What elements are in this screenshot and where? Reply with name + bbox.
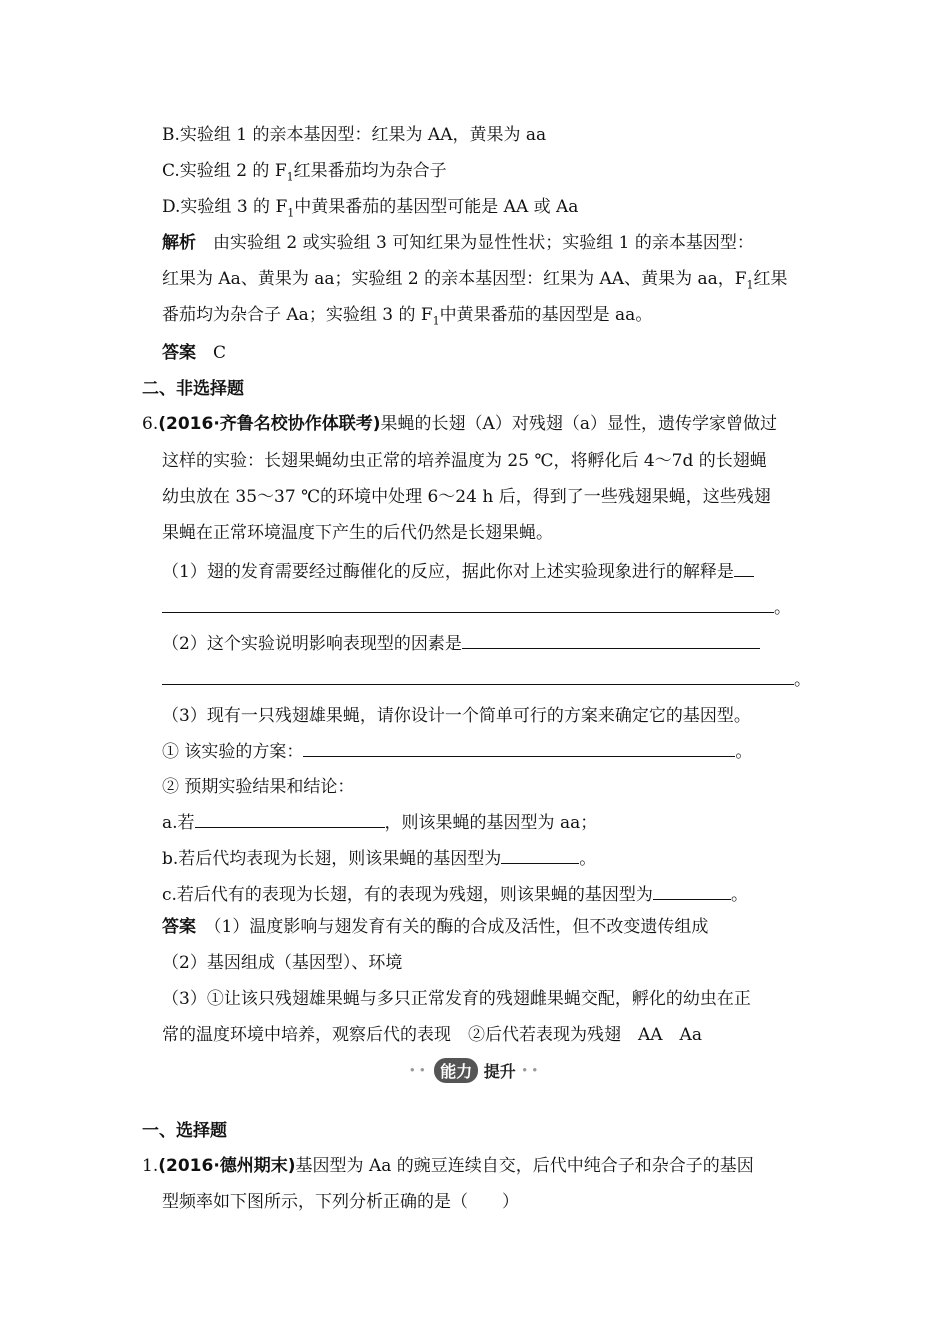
q5-answer — [162, 340, 226, 366]
q6-part-3: （3）现有一只残翅雄果蝇，请你设计一个简单可行的方案来确定它的基因型。 — [162, 706, 751, 726]
option-d-text-tail: 中黄果番茄的基因型可能是 AA 或 Aa — [294, 197, 579, 217]
part-2-text: （2）这个实验说明影响表现型的因素是 — [162, 634, 462, 654]
banner-pill: 能力 — [434, 1058, 478, 1083]
q6-answer-line-1 — [162, 914, 708, 940]
analysis-text-tail: 红果 — [753, 269, 788, 289]
banner-dots-right: •• — [521, 1063, 542, 1078]
answer-blank[interactable] — [303, 738, 735, 757]
q6-stem-line-3: 幼虫放在 35～37 ℃的环境中处理 6～24 h 后，得到了一些残翅果蝇，这些残翅 — [162, 487, 771, 507]
q6-part-3-expect: ② 预期实验结果和结论： — [162, 777, 355, 797]
analysis-text-tail: 中黄果番茄的基因型是 aa。 — [439, 305, 653, 325]
analysis-line-2 — [162, 266, 788, 298]
part-1-text: （1）翅的发育需要经过酶催化的反应，据此你对上述实验现象进行的解释是 — [162, 562, 734, 582]
option-d — [162, 194, 578, 226]
answer-blank[interactable] — [462, 630, 760, 649]
ability-banner — [0, 1058, 950, 1086]
analysis-label: 解析 — [162, 233, 196, 253]
banner-dots-left: •• — [408, 1063, 429, 1078]
analysis-line-3 — [162, 302, 652, 334]
q6-answer-line-3: （3）①让该只残翅雄果蝇与多只正常发育的残翅雌果蝇交配，孵化的幼虫在正 — [162, 989, 751, 1009]
q6-part-2-line — [162, 666, 811, 693]
q6-answer-line-2: （2）基因组成（基因型）、环境 — [162, 953, 403, 973]
analysis-text: 红果为 Aa、黄果为 aa；实验组 2 的亲本基因型：红果为 AA、黄果为 aa，F — [162, 269, 747, 289]
question-stem: 果蝇的长翅（A）对残翅（a）显性，遗传学家曾做过 — [380, 414, 777, 434]
section-heading-choice: 一、选择题 — [142, 1121, 227, 1141]
case-a-text-tail: ，则该果蝇的基因型为 aa； — [384, 813, 598, 833]
answer-blank[interactable] — [195, 809, 385, 828]
analysis-line-1 — [162, 230, 754, 256]
answer-blank[interactable] — [162, 594, 774, 613]
option-c — [162, 158, 447, 190]
period: 。 — [579, 849, 597, 869]
question-number: 6. — [142, 414, 159, 434]
case-a-text: a.若 — [162, 813, 195, 833]
q1-stem-line-1 — [142, 1153, 754, 1179]
answer-blank[interactable] — [501, 845, 579, 864]
answer-blank[interactable] — [653, 881, 731, 900]
subscript: 1 — [432, 314, 440, 328]
option-d-text: D.实验组 3 的 F — [162, 197, 288, 217]
q6-part-3-a — [162, 809, 597, 836]
answer-part-1: （1）温度影响与翅发育有关的酶的合成及活性，但不改变遗传组成 — [213, 917, 709, 937]
period: 。 — [774, 598, 791, 618]
q6-stem-line-2: 这样的实验：长翅果蝇幼虫正常的培养温度为 25 ℃，将孵化后 4～7d 的长翅蝇 — [162, 451, 767, 471]
case-b-text: b.若后代均表现为长翅，则该果蝇的基因型为 — [162, 849, 502, 869]
q6-part-1 — [162, 558, 754, 585]
banner-text: 提升 — [483, 1062, 516, 1081]
question-source: (2016·齐鲁名校协作体联考) — [158, 414, 381, 434]
answer-label: 答案 — [162, 343, 196, 363]
subscript: 1 — [746, 278, 754, 292]
answer-label: 答案 — [162, 917, 196, 937]
period: 。 — [794, 670, 811, 690]
q6-stem-line-1 — [142, 411, 777, 437]
answer-value: C — [213, 343, 227, 363]
answer-blank[interactable] — [734, 558, 754, 577]
analysis-text: 由实验组 2 或实验组 3 可知红果为显性性状；实验组 1 的亲本基因型： — [213, 233, 754, 253]
answer-blank[interactable] — [162, 666, 794, 685]
case-c-text: c.若后代有的表现为长翅，有的表现为残翅，则该果蝇的基因型为 — [162, 885, 653, 905]
question-stem: 基因型为 Aa 的豌豆连续自交，后代中纯合子和杂合子的基因 — [295, 1156, 754, 1176]
q1-stem-line-2: 型频率如下图所示，下列分析正确的是（ ） — [162, 1192, 519, 1212]
question-number: 1. — [142, 1156, 159, 1176]
q6-part-3-plan — [162, 738, 752, 765]
subscript: 1 — [287, 206, 295, 220]
q6-stem-line-4: 果蝇在正常环境温度下产生的后代仍然是长翅果蝇。 — [162, 523, 553, 543]
option-b: B.实验组 1 的亲本基因型：红果为 AA，黄果为 aa — [162, 125, 547, 145]
section-heading-nonchoice: 二、非选择题 — [142, 379, 244, 399]
subscript: 1 — [286, 170, 294, 184]
q6-part-2 — [162, 630, 760, 657]
option-c-text-tail: 红果番茄均为杂合子 — [293, 161, 447, 181]
option-c-text: C.实验组 2 的 F — [162, 161, 287, 181]
q6-answer-line-4: 常的温度环境中培养，观察后代的表现 ②后代若表现为残翅 AA Aa — [162, 1025, 702, 1045]
period: 。 — [735, 742, 753, 762]
q6-part-3-c — [162, 881, 748, 908]
q6-part-1-line — [162, 594, 791, 621]
plan-label: ① 该实验的方案： — [162, 742, 304, 762]
question-source: (2016·德州期末) — [158, 1156, 296, 1176]
q6-part-3-b — [162, 845, 596, 872]
analysis-text: 番茄均为杂合子 Aa；实验组 3 的 F — [162, 305, 433, 325]
period: 。 — [730, 885, 748, 905]
